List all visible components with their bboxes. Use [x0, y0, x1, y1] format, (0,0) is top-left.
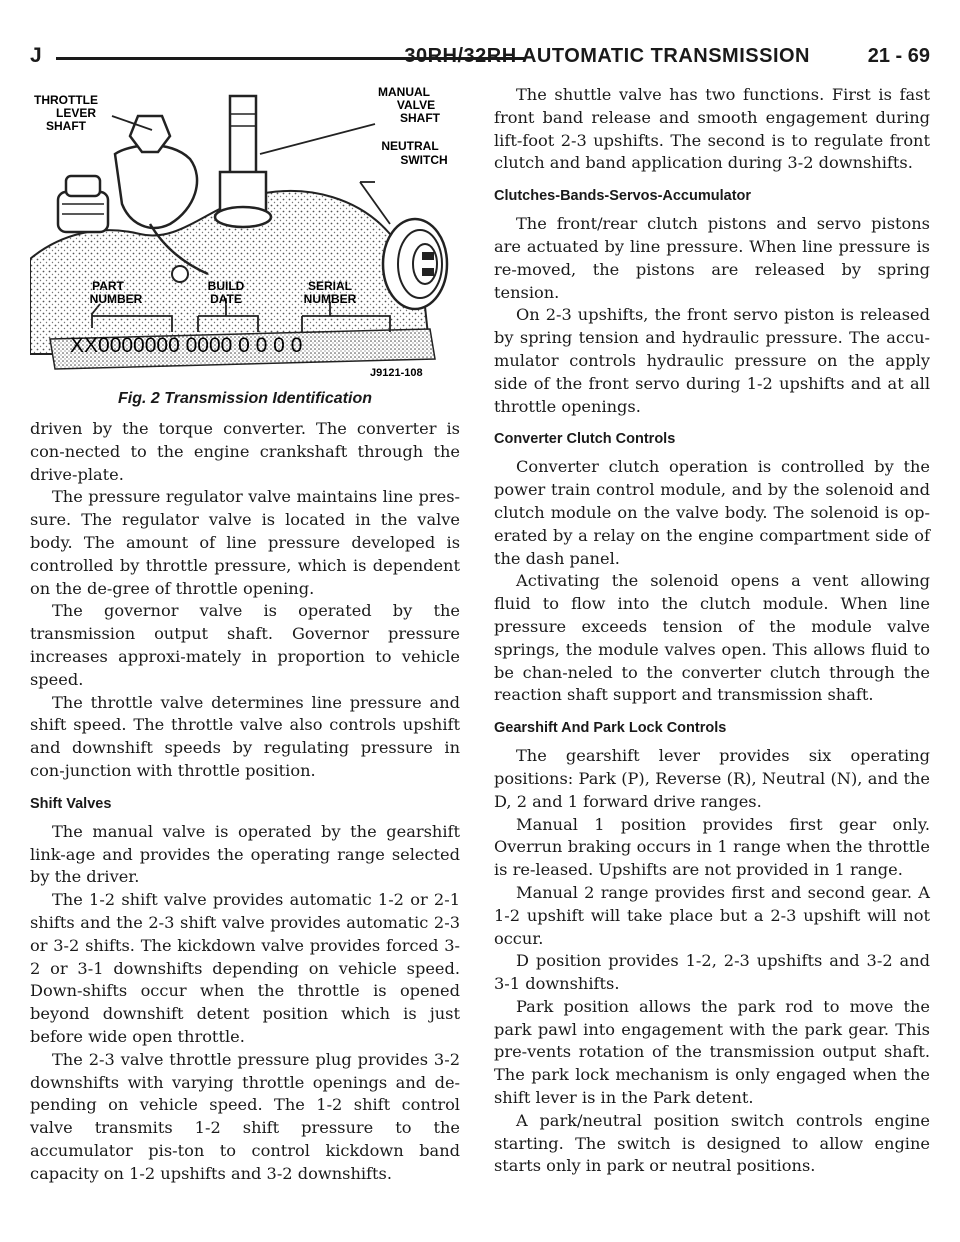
- section-heading-clutches: Clutches-Bands-Servos-Accumulator: [494, 188, 752, 205]
- paragraph: The 2-3 valve throttle pressure plug provides 3-2 downshifts with varying throttle openings and de-pending on vehicle speed. The 1-2 shift control valve transmits 1-2 shift pressure to the accumulator pis-ton to control kickdown band capacity on 1-2 upshifts and 3-2 downshifts.: [30, 1049, 460, 1183]
- plug-fitting: [58, 176, 108, 232]
- section-heading-converter: Converter Clutch Controls: [494, 431, 676, 448]
- paragraph: Activating the solenoid opens a vent allowing fluid to flow into the clutch module. When line pressure exceeds tension of the module valve springs, the module valves open. This allows fluid to be chan-neled to the converter clutch through the reaction shaft support and transmission shaft.: [494, 571, 930, 705]
- transmission-illustration: [30, 84, 460, 384]
- label-build-2: DATE: [210, 292, 242, 306]
- paragraph: The pressure regulator valve maintains line pres-sure. The regulator valve is located in the valve body. The amount of line pressure developed is controlled by throttle pressure, which is dependent on the de-gree of throttle opening.: [30, 487, 460, 598]
- label-serial-1: SERIAL: [307, 279, 353, 293]
- page-header: [30, 44, 930, 74]
- right-column: [494, 84, 930, 1178]
- label-part-1: PART: [92, 279, 124, 293]
- paragraph: Park position allows the park rod to move the park pawl into engagement with the park gear. This pre-vents rotation of the transmission output shaft. The park lock mechanism is only engaged when the shift lever is in the Park detent.: [494, 996, 930, 1108]
- paragraph: A park/neutral position switch controls engine starting. The switch is designed to allow engine starts only in park or neutral positions.: [494, 1110, 930, 1176]
- paragraph: The governor valve is operated by the transmission output shaft. Governor pressure increases approxi-mately in proportion to vehicle speed.: [30, 601, 460, 689]
- paragraph: Converter clutch operation is controlled by the power train control module, and by the solenoid and clutch module on the valve body. The solenoid is op-erated by a relay on the engine compartment side of the dash panel.: [494, 457, 930, 568]
- page-title: 30RH/32RH AUTOMATIC TRANSMISSION: [404, 45, 810, 67]
- paragraph: The throttle valve determines line pressure and shift speed. The throttle valve also controls upshift and downshift speeds by regulating pressure in con-junction with throttle position.: [30, 692, 460, 780]
- left-column: [30, 418, 460, 1186]
- page-number: 21 - 69: [867, 45, 930, 67]
- paragraph: driven by the torque converter. The converter is con-nected to the engine crankshaft through the drive-plate.: [30, 419, 460, 484]
- label-throttle-2: LEVER: [55, 106, 97, 120]
- label-serial-2: NUMBER: [303, 292, 357, 306]
- paragraph: The manual valve is operated by the gearshift link-age and provides the operating range selected by the driver.: [30, 821, 460, 887]
- paragraph: The 1-2 shift valve provides automatic 1-2 or 2-1 shifts and the 2-3 shift valve provides automatic 2-3 or 3-2 shifts. The kickdown valve provides forced 3-2 or 3-1 downshifts depending on vehicle speed. Down-shifts occur when the throttle is opened beyond downshift detent position which is just before wide open throttle.: [30, 890, 460, 1046]
- paragraph: On 2-3 upshifts, the front servo piston is released by spring tension and hydraulic pressure. The accu-mulator controls hydraulic pressure on the apply side of the front servo during 1-2 upshifts and at all throttle openings.: [494, 305, 930, 416]
- paragraph: Manual 2 range provides first and second gear. A 1-2 upshift will take place but a 2-3 upshift will not occur.: [494, 882, 930, 948]
- label-throttle-1: THROTTLE: [34, 93, 98, 107]
- paragraph: The gearshift lever provides six operating positions: Park (P), Reverse (R), Neutral (N), and the D, 2 and 1 forward drive ranges.: [494, 746, 930, 811]
- paragraph: The front/rear clutch pistons and servo pistons are actuated by line pressure. When line pressure is re-moved, the pistons are released by spring tension.: [494, 214, 930, 302]
- label-part-2: NUMBER: [89, 292, 143, 306]
- stamp-code: XX0000000 0000 0 0 0 0: [70, 334, 303, 357]
- section-letter: J: [30, 44, 42, 67]
- label-manual-1: MANUAL: [378, 85, 430, 99]
- label-neutral-1: NEUTRAL: [381, 139, 439, 153]
- transmission-identification-figure: [30, 84, 460, 384]
- neutral-switch: [383, 219, 447, 309]
- label-manual-3: SHAFT: [400, 111, 440, 125]
- paragraph: Manual 1 position provides first gear only. Overrun braking occurs in 1 range when the throttle is re-leased. Upshifts are not provided in 1 range.: [494, 814, 930, 880]
- section-heading-shift-valves: Shift Valves: [30, 795, 112, 812]
- section-heading-gearshift: Gearshift And Park Lock Controls: [494, 720, 727, 737]
- manual-valve-shaft: [215, 96, 271, 227]
- label-neutral-2: SWITCH: [400, 153, 448, 167]
- figure-id: J9121-108: [370, 367, 423, 379]
- label-throttle-3: SHAFT: [46, 119, 86, 133]
- paragraph: D position provides 1-2, 2-3 upshifts and 3-2 and 3-1 downshifts.: [494, 951, 930, 994]
- figure-caption: Fig. 2 Transmission Identification: [118, 390, 372, 407]
- paragraph: The shuttle valve has two functions. First is fast front band release and smooth engagement during lift-foot 2-3 upshifts. The second is to regulate front clutch and band application during 3-2 downshifts.: [494, 85, 930, 173]
- label-manual-2: VALVE: [396, 98, 436, 112]
- label-build-1: BUILD: [207, 279, 245, 293]
